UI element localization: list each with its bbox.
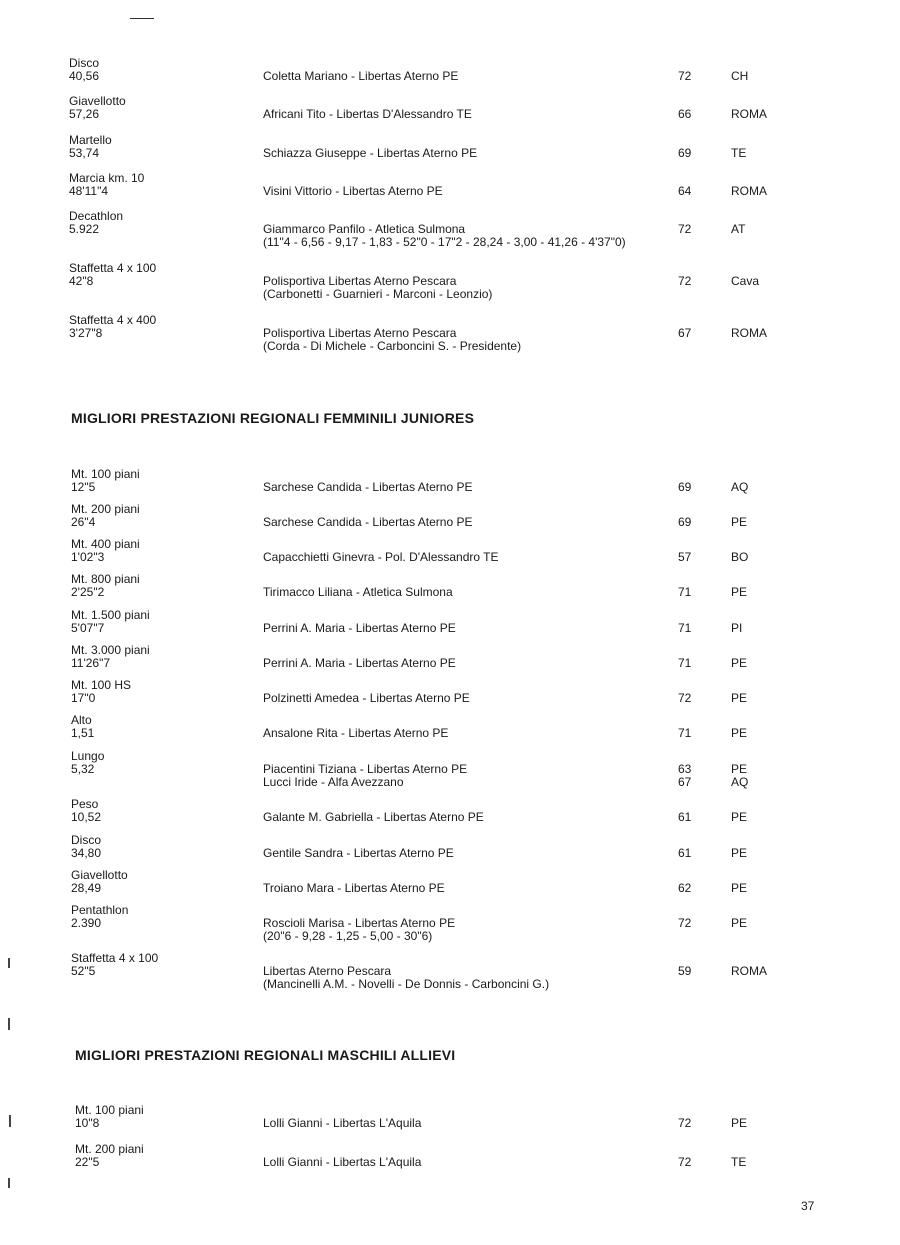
athlete-text-cell <box>263 551 499 564</box>
record-mark: 22"5 <box>75 1155 100 1169</box>
event-cell <box>71 573 140 599</box>
record-mark: 10,52 <box>71 810 102 824</box>
place-value: TE <box>731 146 747 160</box>
event-cell <box>69 134 112 160</box>
year-value: 67 <box>678 775 692 789</box>
athlete-text-cell <box>263 692 470 705</box>
event-name: Disco <box>71 833 102 847</box>
athlete-text-cell <box>263 1156 421 1169</box>
year-value: 69 <box>678 480 692 494</box>
place-value: PE <box>731 762 748 776</box>
record-mark: 26"4 <box>71 515 96 529</box>
place-value-cell <box>731 763 748 789</box>
athlete-text-cell <box>263 516 472 529</box>
event-name: Decathlon <box>69 209 124 223</box>
place-value: TE <box>731 1155 747 1169</box>
event-cell <box>71 798 101 824</box>
year-value-cell <box>678 327 691 340</box>
record-mark: 1'02"3 <box>71 550 105 564</box>
record-mark: 3'27"8 <box>69 326 103 340</box>
place-value-cell <box>731 811 747 824</box>
top-dash-mark <box>130 18 154 19</box>
event-name: Staffetta 4 x 100 <box>71 951 159 965</box>
record-mark: 2.390 <box>71 916 102 930</box>
event-name: Mt. 200 piani <box>75 1142 144 1156</box>
place-value: PE <box>731 515 748 529</box>
athlete-text: Lolli Gianni - Libertas L'Aquila <box>263 1155 422 1169</box>
event-cell <box>71 503 140 529</box>
event-cell <box>75 1104 144 1130</box>
year-value: 59 <box>678 964 692 978</box>
year-value-cell <box>678 70 691 83</box>
year-value-cell <box>678 622 691 635</box>
year-value: 71 <box>678 585 692 599</box>
year-value: 61 <box>678 810 692 824</box>
event-name: Marcia km. 10 <box>69 171 145 185</box>
year-value-cell <box>678 586 691 599</box>
year-value: 57 <box>678 550 692 564</box>
place-value-cell <box>731 108 767 121</box>
year-value: 72 <box>678 691 692 705</box>
athlete-text-cell <box>263 727 448 740</box>
page-number: 37 <box>801 1199 815 1213</box>
year-value-cell <box>678 481 691 494</box>
year-value: 71 <box>678 621 692 635</box>
athlete-text-cell <box>263 147 477 160</box>
year-value-cell <box>678 1156 691 1169</box>
record-mark: 53,74 <box>69 146 100 160</box>
athlete-text-cell <box>263 481 472 494</box>
athlete-text: Sarchese Candida - Libertas Aterno PE <box>263 480 473 494</box>
place-value-cell <box>731 586 747 599</box>
record-mark: 12"5 <box>71 480 96 494</box>
place-value-cell <box>731 185 767 198</box>
event-cell <box>71 468 140 494</box>
event-cell <box>69 262 156 288</box>
place-value-cell <box>731 965 767 978</box>
year-value: 63 <box>678 762 692 776</box>
place-value-cell <box>731 551 748 564</box>
place-value-cell <box>731 327 767 340</box>
record-mark: 1,51 <box>71 726 95 740</box>
event-name: Mt. 200 piani <box>71 502 140 516</box>
year-value: 67 <box>678 326 692 340</box>
record-mark: 42"8 <box>69 274 94 288</box>
place-value-cell <box>731 223 745 236</box>
event-cell <box>71 834 101 860</box>
place-value: PE <box>731 585 748 599</box>
athlete-text: Piacentini Tiziana - Libertas Aterno PE <box>263 762 468 776</box>
year-value-cell <box>678 692 691 705</box>
place-value: BO <box>731 550 749 564</box>
section-title: MIGLIORI PRESTAZIONI REGIONALI FEMMINILI JUNIORES <box>71 410 475 426</box>
event-cell <box>69 314 156 340</box>
event-cell <box>71 609 150 635</box>
year-value-cell <box>678 811 691 824</box>
record-mark: 5,32 <box>71 762 95 776</box>
record-mark: 34,80 <box>71 846 102 860</box>
place-value-cell <box>731 882 747 895</box>
athlete-text-cell <box>263 70 458 83</box>
record-mark: 40,56 <box>69 69 100 83</box>
event-name: Mt. 100 piani <box>71 467 140 481</box>
year-value: 72 <box>678 1155 692 1169</box>
event-cell <box>71 952 158 978</box>
year-value-cell <box>678 147 691 160</box>
event-cell <box>71 644 150 670</box>
place-value-cell <box>731 1117 747 1130</box>
athlete-text: Giammarco Panfilo - Atletica Sulmona <box>263 222 466 236</box>
event-name: Lungo <box>71 749 105 763</box>
place-value: AT <box>731 222 746 236</box>
athlete-text: Visini Vittorio - Libertas Aterno PE <box>263 184 443 198</box>
athlete-text-cell <box>263 275 492 301</box>
athlete-text: Gentile Sandra - Libertas Aterno PE <box>263 846 454 860</box>
year-value-cell <box>678 917 691 930</box>
event-name: Mt. 3.000 piani <box>71 643 150 657</box>
record-mark: 11'26"7 <box>71 656 111 670</box>
place-value: PE <box>731 916 748 930</box>
scan-mark <box>8 1018 10 1030</box>
year-value: 72 <box>678 1116 692 1130</box>
scan-mark <box>8 958 10 968</box>
athlete-text-cell <box>263 108 472 121</box>
athlete-text: Troiano Mara - Libertas Aterno PE <box>263 881 445 895</box>
athlete-text-cell <box>263 882 445 895</box>
athlete-text: (Carbonetti - Guarnieri - Marconi - Leonzio) <box>263 287 493 301</box>
record-mark: 5'07"7 <box>71 621 105 635</box>
place-value-cell <box>731 917 747 930</box>
event-cell <box>75 1143 144 1169</box>
event-name: Mt. 1.500 piani <box>71 608 150 622</box>
place-value-cell <box>731 1156 746 1169</box>
year-value: 72 <box>678 916 692 930</box>
athlete-text-cell <box>263 622 456 635</box>
athlete-text: Polzinetti Amedea - Libertas Aterno PE <box>263 691 470 705</box>
year-value: 72 <box>678 222 692 236</box>
athlete-text: (Mancinelli A.M. - Novelli - De Donnis - Carboncini G.) <box>263 977 550 991</box>
event-cell <box>71 904 128 930</box>
place-value: PE <box>731 846 748 860</box>
place-value: CH <box>731 69 749 83</box>
place-value: PE <box>731 656 748 670</box>
place-value: ROMA <box>731 964 767 978</box>
event-cell <box>71 538 140 564</box>
event-name: Giavellotto <box>69 94 126 108</box>
event-name: Mt. 400 piani <box>71 537 140 551</box>
place-value: PE <box>731 881 748 895</box>
year-value: 72 <box>678 274 692 288</box>
athlete-text: Lucci Iride - Alfa Avezzano <box>263 775 404 789</box>
year-value: 61 <box>678 846 692 860</box>
athlete-text: Schiazza Giuseppe - Libertas Aterno PE <box>263 146 478 160</box>
place-value-cell <box>731 692 747 705</box>
year-value: 64 <box>678 184 692 198</box>
place-value-cell <box>731 70 748 83</box>
year-value-cell <box>678 1117 691 1130</box>
year-value-cell <box>678 108 691 121</box>
athlete-text-cell <box>263 185 443 198</box>
athlete-text-cell <box>263 1117 421 1130</box>
athlete-text: Ansalone Rita - Libertas Aterno PE <box>263 726 449 740</box>
athlete-text-cell <box>263 223 626 249</box>
event-cell <box>69 57 99 83</box>
year-value-cell <box>678 882 691 895</box>
athlete-text-cell <box>263 965 549 991</box>
event-name: Disco <box>69 56 100 70</box>
year-value-cell <box>678 847 691 860</box>
event-name: Alto <box>71 713 92 727</box>
year-value-cell <box>678 551 691 564</box>
event-name: Staffetta 4 x 100 <box>69 261 157 275</box>
athlete-text: Perrini A. Maria - Libertas Aterno PE <box>263 656 456 670</box>
athlete-text: (11"4 - 6,56 - 9,17 - 1,83 - 52"0 - 17"2 - 28,24 - 3,00 - 41,26 - 4'37"0) <box>263 235 626 249</box>
year-value: 69 <box>678 515 692 529</box>
athlete-text: Polisportiva Libertas Aterno Pescara <box>263 274 457 288</box>
athlete-text: Tirimacco Liliana - Atletica Sulmona <box>263 585 453 599</box>
place-value-cell <box>731 516 747 529</box>
place-value-cell <box>731 847 747 860</box>
place-value-cell <box>731 481 748 494</box>
athlete-text: Polisportiva Libertas Aterno Pescara <box>263 326 457 340</box>
event-name: Mt. 800 piani <box>71 572 140 586</box>
record-mark: 17"0 <box>71 691 96 705</box>
year-value-cell <box>678 763 691 789</box>
place-value: PE <box>731 810 748 824</box>
athlete-text-cell <box>263 917 455 943</box>
year-value: 62 <box>678 881 692 895</box>
event-cell <box>69 172 144 198</box>
athlete-text: Africani Tito - Libertas D'Alessandro TE <box>263 107 472 121</box>
place-value: PE <box>731 726 748 740</box>
athlete-text: Roscioli Marisa - Libertas Aterno PE <box>263 916 456 930</box>
event-name: Mt. 100 HS <box>71 678 132 692</box>
event-cell <box>71 869 128 895</box>
place-value: Cava <box>731 274 760 288</box>
year-value-cell <box>678 965 691 978</box>
athlete-text: Coletta Mariano - Libertas Aterno PE <box>263 69 459 83</box>
section-title: MIGLIORI PRESTAZIONI REGIONALI MASCHILI ALLIEVI <box>75 1047 456 1063</box>
place-value-cell <box>731 657 747 670</box>
event-name: Martello <box>69 133 112 147</box>
event-cell <box>69 210 123 236</box>
year-value-cell <box>678 275 691 288</box>
event-name: Peso <box>71 797 99 811</box>
athlete-text: Galante M. Gabriella - Libertas Aterno PE <box>263 810 484 824</box>
event-cell <box>69 95 126 121</box>
year-value: 71 <box>678 726 692 740</box>
place-value-cell <box>731 275 759 288</box>
year-value-cell <box>678 657 691 670</box>
year-value-cell <box>678 516 691 529</box>
event-cell <box>71 714 94 740</box>
athlete-text: Lolli Gianni - Libertas L'Aquila <box>263 1116 422 1130</box>
year-value-cell <box>678 185 691 198</box>
place-value-cell <box>731 147 746 160</box>
year-value: 71 <box>678 656 692 670</box>
athlete-text-cell <box>263 327 521 353</box>
place-value: PE <box>731 691 748 705</box>
record-mark: 57,26 <box>69 107 100 121</box>
event-name: Pentathlon <box>71 903 129 917</box>
athlete-text-cell <box>263 657 456 670</box>
scan-mark <box>9 1115 11 1127</box>
record-mark: 2'25"2 <box>71 585 105 599</box>
event-cell <box>71 679 131 705</box>
place-value: AQ <box>731 775 749 789</box>
year-value: 72 <box>678 69 692 83</box>
year-value-cell <box>678 727 691 740</box>
athlete-text: (Corda - Di Michele - Carboncini S. - Presidente) <box>263 339 522 353</box>
athlete-text-cell <box>263 763 467 789</box>
record-mark: 5.922 <box>69 222 100 236</box>
athlete-text-cell <box>263 847 454 860</box>
place-value: PE <box>731 1116 748 1130</box>
event-cell <box>71 750 104 776</box>
athlete-text: (20"6 - 9,28 - 1,25 - 5,00 - 30"6) <box>263 929 433 943</box>
athlete-text: Sarchese Candida - Libertas Aterno PE <box>263 515 473 529</box>
athlete-text-cell <box>263 811 484 824</box>
record-mark: 48'11"4 <box>69 184 109 198</box>
event-name: Giavellotto <box>71 868 128 882</box>
record-mark: 52"5 <box>71 964 96 978</box>
athlete-text-cell <box>263 586 453 599</box>
year-value-cell <box>678 223 691 236</box>
place-value: ROMA <box>731 184 767 198</box>
athlete-text: Libertas Aterno Pescara <box>263 964 392 978</box>
place-value-cell <box>731 622 742 635</box>
year-value: 69 <box>678 146 692 160</box>
event-name: Staffetta 4 x 400 <box>69 313 157 327</box>
athlete-text: Perrini A. Maria - Libertas Aterno PE <box>263 621 456 635</box>
record-mark: 28,49 <box>71 881 102 895</box>
place-value-cell <box>731 727 747 740</box>
scan-mark <box>8 1178 10 1188</box>
place-value: ROMA <box>731 326 767 340</box>
place-value: AQ <box>731 480 749 494</box>
place-value: ROMA <box>731 107 767 121</box>
event-name: Mt. 100 piani <box>75 1103 144 1117</box>
year-value: 66 <box>678 107 692 121</box>
place-value: PI <box>731 621 743 635</box>
record-mark: 10"8 <box>75 1116 100 1130</box>
athlete-text: Capacchietti Ginevra - Pol. D'Alessandro TE <box>263 550 499 564</box>
